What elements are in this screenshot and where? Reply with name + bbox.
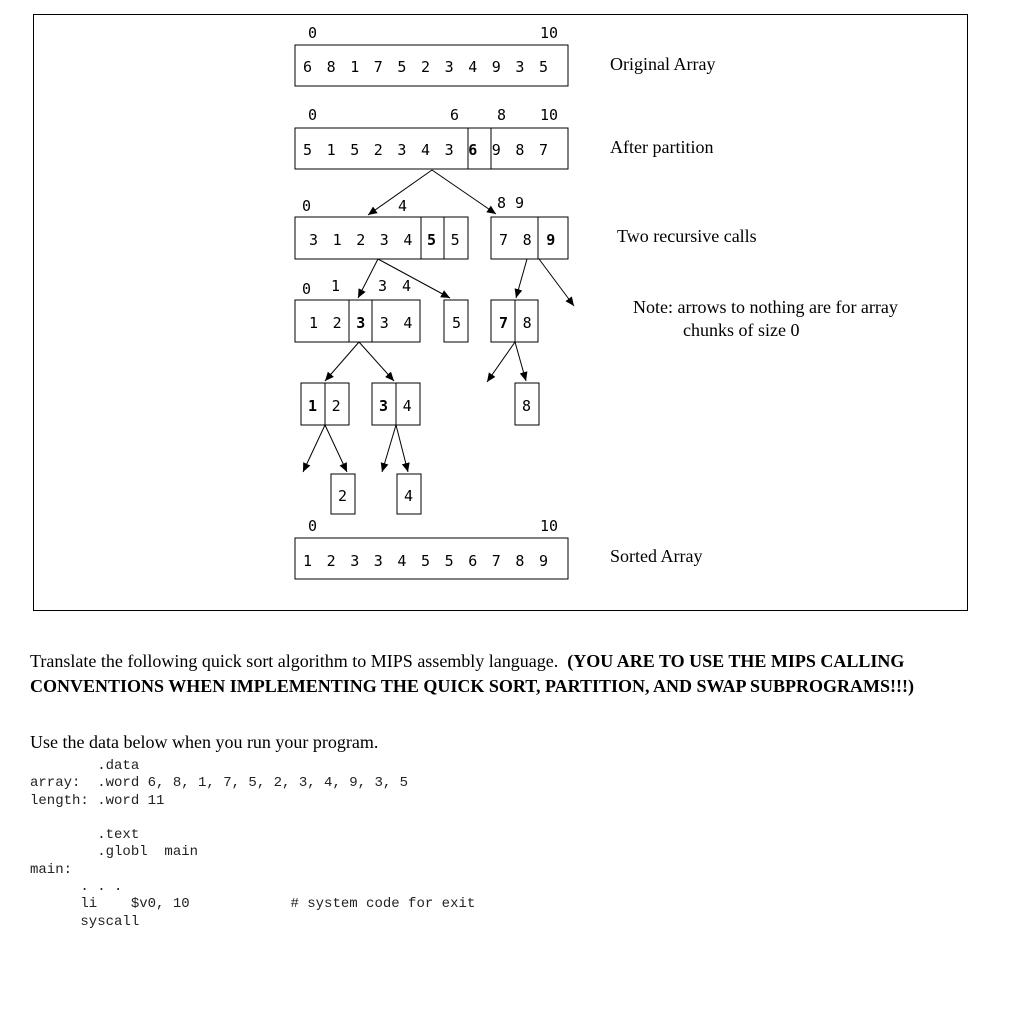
array-cell-value: 4 [403,231,413,249]
index-label: 0 [308,24,318,42]
index-label: 3 [378,277,388,295]
tree-arrow [539,259,574,306]
code-line: .globl main [30,844,199,861]
array-cell-value: 9 [539,552,549,570]
array-cell-value: 5 [350,141,360,159]
array-cell-value: 6 [468,552,478,570]
array-cell-value: 7 [373,58,383,76]
code-line: li $v0, 10 # system code for exit [30,896,476,913]
pivot-value: 5 [427,231,437,249]
index-label: 0 [308,106,318,124]
index-label: 6 [450,106,460,124]
array-cell-value: 1 [303,552,313,570]
tree-arrow [359,342,394,381]
array-cell-value: 3 [350,552,360,570]
tree-arrow [358,259,378,298]
array-cell-value: 8 [522,231,532,249]
tree-arrow [325,425,347,472]
tree-arrow [516,259,527,298]
row-label-partition: After partition [610,137,714,157]
array-cell-value: 3 [444,141,454,159]
array-cell-value: 5 [303,141,313,159]
array-cell-value: 5 [450,231,460,249]
index-label: 4 [398,197,408,215]
array-cell-value: 5 [421,552,431,570]
row-label-recursive: Two recursive calls [617,226,757,246]
row-label-sorted: Sorted Array [610,546,703,566]
array-cell-value: 7 [539,141,549,159]
array-cell-value: 8 [522,397,532,415]
note-line-2: chunks of size 0 [683,320,800,340]
use-data-line: Use the data below when you run your program. [30,732,379,752]
code-line: syscall [30,913,140,930]
instruction-intro: Translate the following quick sort algorithm to MIPS assembly language. [30,651,559,671]
array-cell-value: 4 [404,487,414,505]
array-box-sorted [295,538,568,579]
array-box-original [295,45,568,86]
array-cell-value: 5 [539,58,549,76]
array-cells-right [499,231,555,249]
index-label: 10 [540,24,559,42]
array-cell-value: 2 [338,487,348,505]
array-cells-level5-b [404,487,413,505]
instruction-emphasis: (YOU ARE TO USE THE MIPS CALLING CONVENTIONS WHEN IMPLEMENTING THE QUICK SORT, PARTITION, AND SWAP SUBPROGRAMS!!!) [30,651,915,696]
index-label: 1 [331,277,341,295]
array-cell-value: 3 [444,58,454,76]
array-cells-level4-c [522,397,531,415]
code-line: .data [30,758,140,774]
pivot-value: 3 [379,397,389,415]
array-cell-value: 8 [515,141,525,159]
array-cell-value: 5 [444,552,454,570]
tree-arrow [487,342,515,382]
array-cell-value: 2 [421,58,431,76]
array-cell-value: 3 [379,314,389,332]
array-cell-value: 1 [332,231,342,249]
index-label: 10 [540,517,559,535]
row-label-original: Original Array [610,54,716,74]
array-cell-value: 3 [309,231,319,249]
array-cell-value: 9 [491,141,501,159]
index-label: 8 9 [497,194,525,212]
array-cell-value: 7 [491,552,501,570]
array-cell-value: 5 [452,314,462,332]
array-cell-value: 3 [397,141,407,159]
pivot-value: 6 [468,141,478,159]
array-cell-value: 4 [402,397,412,415]
code-line: .text [30,827,140,844]
index-label: 0 [302,197,312,215]
index-label: 4 [402,277,412,295]
array-cell-value: 3 [373,552,383,570]
index-label: 8 [497,106,507,124]
index-label: 0 [308,517,318,535]
array-cell-value: 3 [379,231,389,249]
array-cell-value: 9 [491,58,501,76]
array-cell-value: 4 [421,141,431,159]
code-line: . . . [30,879,123,896]
tree-arrow [382,425,396,472]
note-line-1: Note: arrows to nothing are for array [633,297,898,317]
array-cell-value: 2 [332,314,342,332]
array-cell-value: 5 [397,58,407,76]
array-cell-value: 1 [309,314,319,332]
array-cells-level3-b [452,314,461,332]
array-cell-value: 1 [326,141,336,159]
array-cell-value: 8 [326,58,336,76]
tree-arrow [378,259,450,298]
array-box-partition [295,128,568,169]
array-cell-value: 2 [331,397,341,415]
tree-arrow [396,425,408,472]
array-cell-value: 4 [397,552,407,570]
pivot-value: 1 [308,397,318,415]
mips-code-listing [30,758,475,931]
array-cell-value: 2 [373,141,383,159]
index-label: 10 [540,106,559,124]
pivot-value: 7 [499,314,509,332]
tree-arrow [325,342,359,381]
array-cell-value: 2 [356,231,366,249]
array-cells-level5-a [338,487,347,505]
array-cell-value: 1 [350,58,360,76]
array-cell-value: 6 [303,58,313,76]
tree-arrow [515,342,526,381]
pivot-value: 3 [356,314,366,332]
array-cell-value: 3 [515,58,525,76]
array-cell-value: 8 [522,314,532,332]
code-line: array: .word 6, 8, 1, 7, 5, 2, 3, 4, 9, 3, 5 [30,775,409,792]
array-cell-value: 2 [326,552,336,570]
tree-arrow [432,170,496,214]
index-label: 0 [302,280,312,298]
array-cell-value: 4 [468,58,478,76]
instruction-paragraph [30,649,960,699]
code-line: length: .word 11 [30,792,165,809]
pivot-value: 9 [546,231,556,249]
array-cell-value: 8 [515,552,525,570]
code-line: main: [30,861,73,878]
tree-arrow [303,425,325,472]
array-cell-value: 7 [499,231,509,249]
array-cell-value: 4 [403,314,413,332]
